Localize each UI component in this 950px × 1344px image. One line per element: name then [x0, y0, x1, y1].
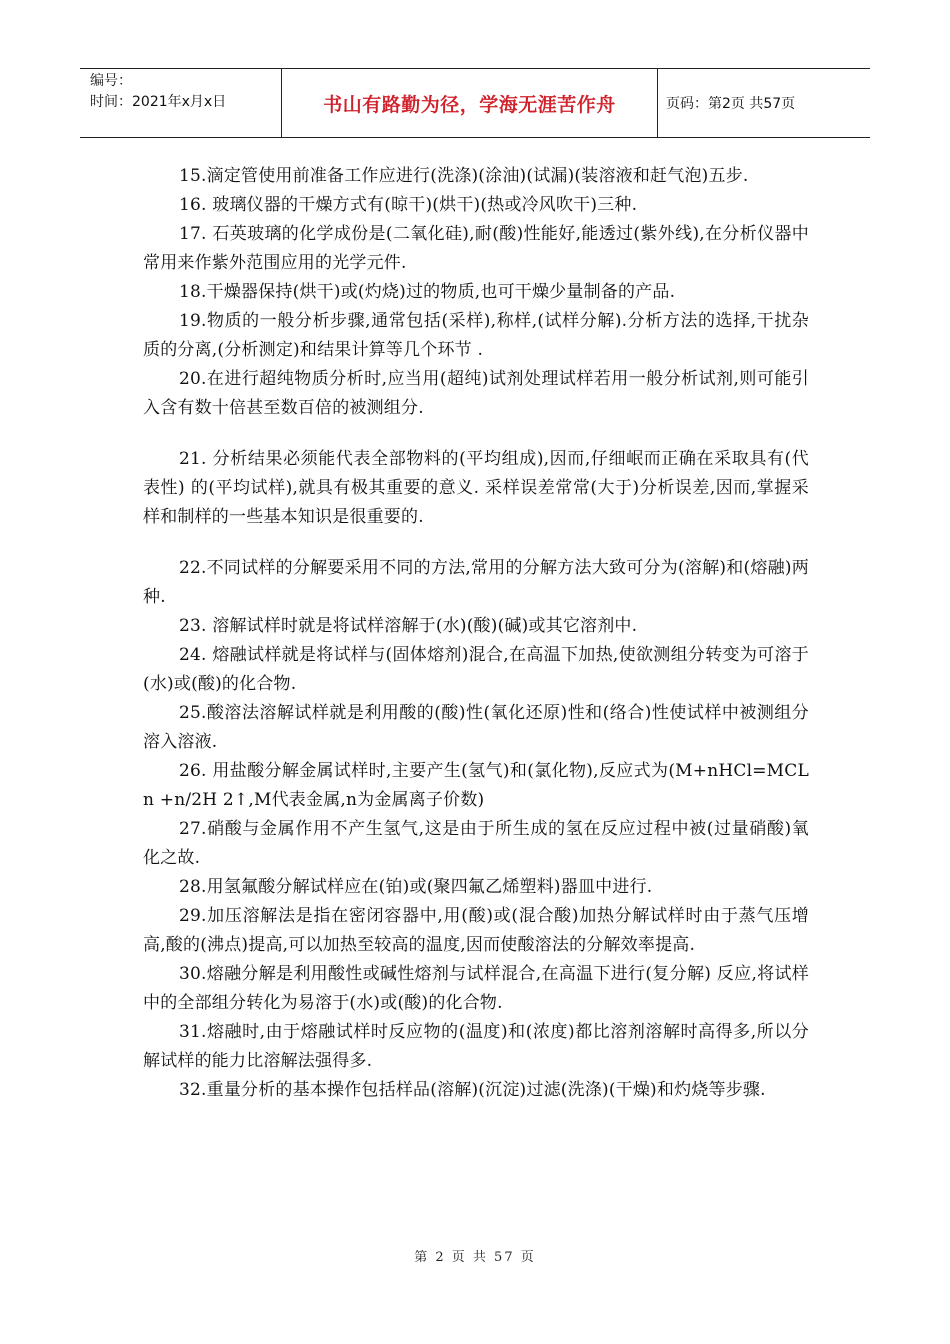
paragraph-18: 18.干燥器保持(烘干)或(灼烧)过的物质,也可干燥少量制备的产品.: [179, 282, 676, 302]
page-footer: 第 2 页 共 57 页: [414, 1250, 536, 1265]
paragraph-29: 29.加压溶解法是指在密闭容器中,用(酸)或(混合酸)加热分解试样时由于蒸气压增高,酸的(沸点)提高,可以加热至较高的温度,因而使酸溶法的分解效率提高.: [143, 906, 809, 955]
paragraph-20: 20.在进行超纯物质分析时,应当用(超纯)试剂处理试样若用一般分析试剂,则可能引入含有数十倍甚至数百倍的被测组分.: [143, 369, 809, 418]
paragraph-32: 32.重量分析的基本操作包括样品(溶解)(沉淀)过滤(洗涤)(干燥)和灼烧等步骤.: [179, 1080, 766, 1100]
paragraph-30: 30.熔融分解是利用酸性或碱性熔剂与试样混合,在高温下进行(复分解) 反应,将试样中的全部组分转化为易溶于(水)或(酸)的化合物.: [143, 964, 809, 1013]
paragraph-17: 17. 石英玻璃的化学成份是(二氧化硅),耐(酸)性能好,能透过(紫外线),在分析仪器中常用来作紫外范围应用的光学元件.: [143, 224, 809, 273]
header-meta: [80, 69, 282, 137]
header-motto: 书山有路勤为径，学海无涯苦作舟: [282, 69, 658, 137]
paragraph-28: 28.用氢氟酸分解试样应在(铂)或(聚四氟乙烯塑料)器皿中进行.: [179, 877, 653, 897]
paragraph-24: 24. 熔融试样就是将试样与(固体熔剂)混合,在高温下加热,使欲测组分转变为可溶于(水)或(酸)的化合物.: [143, 645, 809, 694]
paragraph-15: 15.滴定管使用前准备工作应进行(洗涤)(涂油)(试漏)(装溶液和赶气泡)五步.: [179, 166, 749, 186]
page-header: [80, 68, 870, 138]
paragraph-31: 31.熔融时,由于熔融试样时反应物的(温度)和(浓度)都比溶剂溶解时高得多,所以分解试样的能力比溶解法强得多.: [143, 1022, 809, 1071]
paragraph-25: 25.酸溶法溶解试样就是利用酸的(酸)性(氧化还原)性和(络合)性使试样中被测组分溶入溶液.: [143, 703, 809, 752]
paragraph-21: 21. 分析结果必须能代表全部物料的(平均组成),因而,仔细岷而正确在采取具有(代表性) 的(平均试样),就具有极其重要的意义. 采样误差常常(大于)分析误差,因而,掌握采样和制样的一些基本知识是很重要的.: [143, 449, 809, 527]
number-label: 编号：: [90, 73, 132, 89]
time-label: 时间：2021年x月x日: [90, 94, 227, 110]
paragraph-26: 26. 用盐酸分解金属试样时,主要产生(氢气)和(氯化物),反应式为(M+nHCl=MCL n +n/2H 2↑,M代表金属,n为金属离子价数): [143, 761, 809, 810]
document-body: [143, 162, 809, 1105]
paragraph-19: 19.物质的一般分析步骤,通常包括(采样),称样,(试样分解).分析方法的选择,干扰杂质的分离,(分析测定)和结果计算等几个环节 .: [143, 311, 809, 360]
spacer: [143, 532, 809, 554]
paragraph-23: 23. 溶解试样时就是将试样溶解于(水)(酸)(碱)或其它溶剂中.: [179, 616, 638, 636]
spacer: [143, 423, 809, 445]
header-page-info: 页码：第2页 共57页: [666, 96, 796, 112]
paragraph-27: 27.硝酸与金属作用不产生氢气,这是由于所生成的氢在反应过程中被(过量硝酸)氧化之故.: [143, 819, 809, 868]
paragraph-16: 16. 玻璃仪器的干燥方式有(晾干)(烘干)(热或冷风吹干)三种.: [179, 195, 638, 215]
paragraph-22: 22.不同试样的分解要采用不同的方法,常用的分解方法大致可分为(溶解)和(熔融)两种.: [143, 558, 809, 607]
